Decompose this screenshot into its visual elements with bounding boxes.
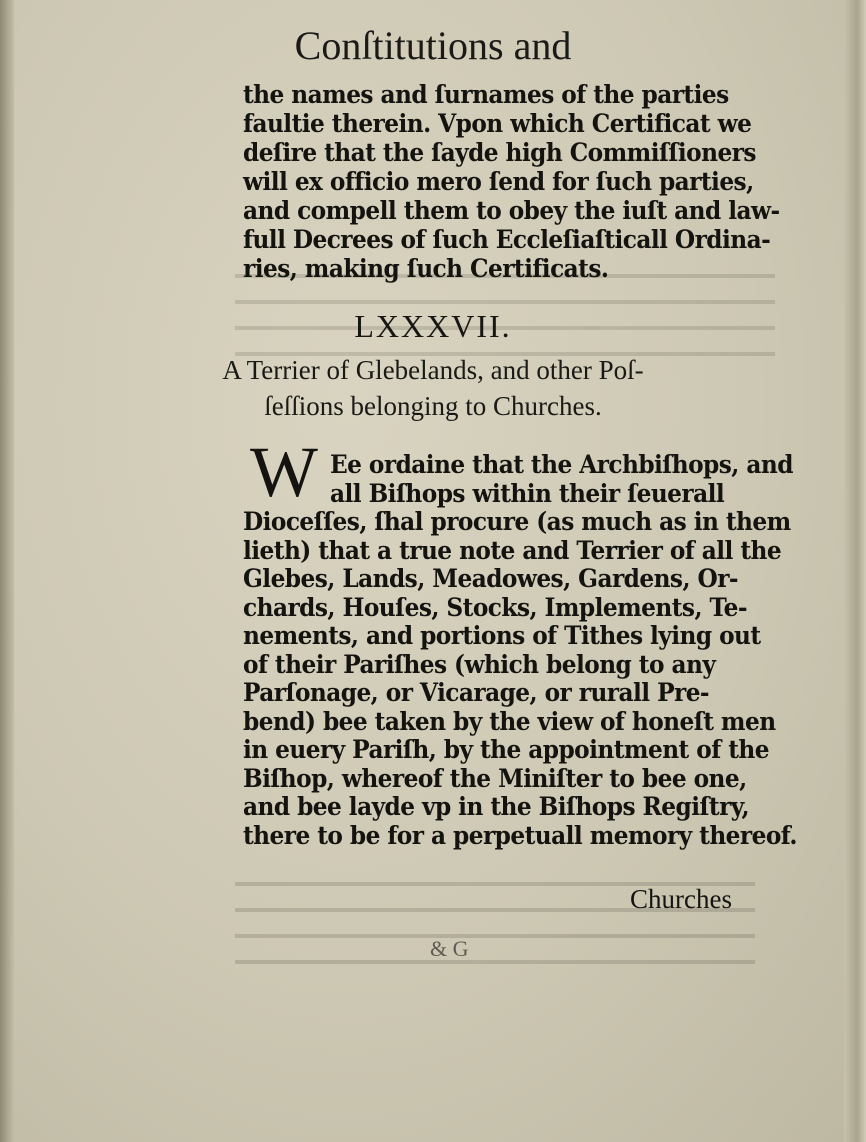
text-line: all Biſhops within their ſeuerall	[330, 479, 725, 508]
page-edge	[844, 0, 866, 1142]
text-line: nements, and portions of Tithes lying out	[243, 621, 761, 650]
text-line: Dioceſſes, ſhal procure (as much as in them	[243, 507, 791, 536]
text-line: faultie therein. Vpon which Certificat we	[243, 109, 752, 138]
text-line: Ee ordaine that the Archbiſhops, and	[330, 450, 793, 479]
text-line: Parſonage, or Vicarage, or rurall Pre-	[243, 678, 710, 707]
signature-mark: & G	[430, 936, 469, 961]
text-line: chards, Houſes, Stocks, Implements, Te-	[243, 592, 747, 622]
canon-title	[0, 352, 866, 424]
page-gutter	[0, 0, 14, 1142]
body-paragraph	[243, 507, 797, 850]
canon-number: LXXXVII.	[354, 308, 512, 344]
title-line: A Terrier of Glebelands, and other Poſ-	[222, 355, 644, 385]
text-line: in euery Pariſh, by the appointment of the	[243, 735, 769, 764]
text-line: and bee layde vp in the Biſhops Regiſtry,	[243, 792, 750, 821]
text-line: deſire that the ſayde high Commiſſioners	[243, 138, 756, 167]
text-line: Glebes, Lands, Meadowes, Gardens, Or-	[243, 564, 739, 593]
text-line: there to be for a perpetuall memory thereof.	[243, 820, 797, 850]
show-through-text-lower	[235, 860, 755, 970]
title-line: ſeſſions belonging to Churches.	[264, 391, 602, 421]
catchword: Churches	[630, 884, 732, 914]
running-head: Conſtitutions and	[294, 23, 572, 68]
text-line: and compell them to obey the iuſt and law-	[243, 196, 780, 225]
drop-cap: W	[250, 432, 318, 512]
text-line: ries, making ſuch Certificats.	[243, 254, 609, 283]
text-line: full Decrees of ſuch Eccleſiaſticall Ordina-	[243, 225, 771, 254]
text-line: the names and ſurnames of the parties	[243, 80, 729, 109]
text-line: Biſhop, whereof the Miniſter to bee one,	[243, 763, 747, 793]
body-opening	[330, 450, 793, 508]
text-line: of their Pariſhes (which belong to any	[243, 649, 716, 679]
text-line: lieth) that a true note and Terrier of all the	[243, 535, 782, 565]
text-line: will ex officio mero ſend for ſuch parties,	[243, 167, 754, 196]
intro-paragraph	[243, 80, 780, 283]
text-line: bend) bee taken by the view of honeſt men	[243, 706, 776, 736]
